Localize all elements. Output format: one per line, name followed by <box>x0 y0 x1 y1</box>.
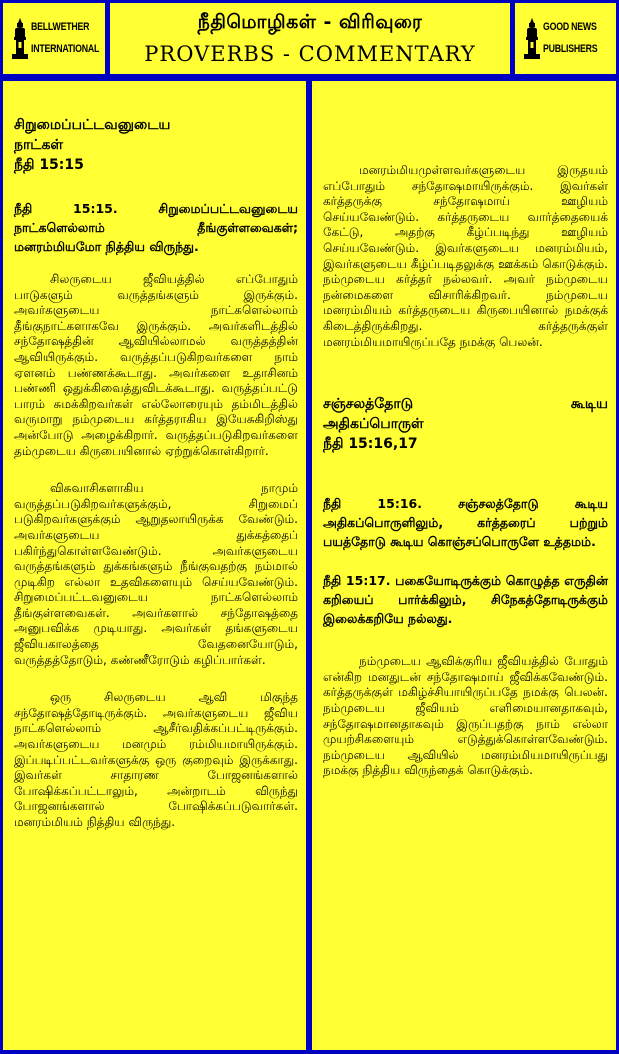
bell-tower-icon <box>9 17 31 61</box>
verse-text: நீதி 15:16. சஞ்சலத்தோடு கூடிய அதிகப்பொருளிலும், கர்த்தரைப் பற்றும் பயத்தோடு கூடிய கொஞ்சப்பொருளே உத்தமம். <box>323 496 608 550</box>
verse-text: நீதி 15:17. பகையோடிருக்கும் கொழுத்த எருதின் கறியைப் பார்க்கிலும், சிநேகத்தோடிருக்கும் இலைக்கறியே நல்லது. <box>323 573 608 627</box>
logo-right-line1: GOOD NEWS <box>543 21 597 33</box>
publisher-logo-right <box>515 3 616 74</box>
commentary-paragraph: சிலருடைய ஜீவியத்தில் எப்போதும் பாடுகளும் வருத்தங்களும் இருக்கும். அவர்களுடைய நாட்களெல்லாம் தீங்குநாட்களாகவே இருக்கும். அவர்களிடத்தில் சந்தோஷத்தின் ஆவியில்லாமல் வருத்தத்தின் ஆவியிருக்கும். வருத்தப்படுகிறவர்களை நாம் ஏளனம் பண்ணக்கூடாது. அவர்களை உதாசினம் பண்ணி ஒதுக்கிவைத்துவிடக்கூடாது. வருத்தப்பட்டு பாரம் சுமக்கிறவர்கள் எல்லோரையும் தம்மிடத்தில் வருமாறு நம்முடைய கர்த்தராகிய இயேசுகிறிஸ்து அன்போடு அழைக்கிறார். வருத்தப்படுகிறவர்களை தம்முடைய கிருபையினால் ஏற்றுக்கொள்கிறார். <box>14 272 298 458</box>
publisher-logo-left <box>3 3 105 74</box>
left-column <box>3 81 306 1050</box>
section-title-line2: நாட்கள் <box>14 137 64 153</box>
commentary-paragraph: விசுவாசிகளாகிய நாமும் வருத்தப்படுகிறவர்களுக்கும், சிறுமைப் படுகிறவர்களுக்கும் ஆறுதலாயிருக்க வேண்டும். அவர்களுடைய துக்கத்தைப் பகிர்ந்துகொள்ளவேண்டும். அவர்களுடைய வருத்தங்களும் துக்கங்களும் நீங்குவதற்கு நம்மால் முடிகிற எல்லா உதவிகளையும் செய்யவேண்டும். சிறுமைப்பட்டவனுடைய நாட்களெல்லாம் தீங்குள்ளவைகள். அவர்களால் சந்தோஷத்தை அனுபவிக்க முடியாது. அவர்கள் தங்களுடைய ஜீவியகாலத்தை வேதனையோடும், வருத்தத்தோடும், கண்ணீரோடும் கழிப்பார்கள். <box>14 481 298 667</box>
logo-left-line2: INTERNATIONAL <box>31 43 100 55</box>
section-title-line2: அதிகப்பொருள் <box>323 416 424 433</box>
verse-text: நீதி 15:15. சிறுமைப்பட்டவனுடைய நாட்களெல்லாம் தீங்குள்ளவைகள்; மனரம்மியமோ நித்திய விருந்து. <box>14 201 298 254</box>
right-column <box>312 81 616 1050</box>
title-box <box>110 3 510 74</box>
commentary-paragraph: நம்முடைய ஆவிக்குரிய ஜீவியத்தில் போதும் என்கிற மனதுடன் சந்தோஷமாய் ஜீவிக்கவேண்டும். கர்த்தருக்குள் மகிழ்ச்சியாயிருப்பதே நமக்கு பெலன். நம்முடைய ஜீவியம் எளிமையானதாகவும், சந்தோஷமானதாகவும் இருப்பதற்கு நாம் எல்லா முயற்சிகளையும் எடுத்துக்கொள்ளவேண்டும். நம்முடைய ஆவியில் மனரம்மியமாயிருப்பது நமக்கு நித்திய விருந்தைக் கொடுக்கும். <box>323 654 608 778</box>
logo-right-line2: PUBLISHERS <box>543 43 598 55</box>
header <box>0 0 619 77</box>
commentary-paragraph: மனரம்மியமுள்ளவர்களுடைய இருதயம் எப்போதும் சந்தோஷமாயிருக்கும். இவர்கள் கர்த்தருக்கு சந்தோஷமாய் ஊழியம் செய்யவேண்டும். கர்த்தருடைய வார்த்தையைக் கேட்டு, அதற்கு கீழ்ப்படிந்து ஊழியம் செய்யவேண்டும். இவர்களுடைய மனரம்மியம், இவர்களுடைய கீழ்ப்படிதலுக்கு ஊக்கம் கொடுக்கும். நம்முடைய கர்த்தர் நல்லவர். அவர் நம்முடைய நன்மைகளை விசாரிக்கிறவர். நம்முடைய மனரம்மியம் கர்த்தருடைய கிருபையினால் நமக்குக் கிடைத்திருக்கிறது. கர்த்தருக்குள் மனரம்மியமாயிருப்பதே நமக்கு பெலன். <box>323 163 608 349</box>
logo-left-line1: BELLWETHER <box>31 21 90 33</box>
section-reference: நீதி 15:15 <box>14 157 84 173</box>
section-title-line1: சிறுமைப்பட்டவனுடைய <box>14 117 171 133</box>
bell-tower-icon <box>521 17 543 61</box>
title-tamil: நீதிமொழிகள் - விரிவுரை <box>197 11 423 33</box>
section-reference: நீதி 15:16,17 <box>323 436 418 453</box>
title-english: PROVERBS - COMMENTARY <box>144 42 476 66</box>
commentary-paragraph: ஒரு சிலருடைய ஆவி மிகுந்த சந்தோஷத்தோடிருக்கும். அவர்களுடைய ஜீவிய நாட்களெல்லாம் ஆசீர்வதிக்கப்பட்டிருக்கும். அவர்களுடைய மனமும் ரம்மியமாயிருக்கும். இப்படிப்பட்டவர்களுக்கு ஒரு குறைவும் இருக்காது. இவர்கள் சாதாரண போஜனங்களால் போஷிக்கப்பட்டாலும், அன்றாடம் விருந்து போஜனங்களால் போஷிக்கப்படுவார்கள். மனரம்மியம் நித்திய விருந்து. <box>14 690 298 829</box>
section-title-line1: சஞ்சலத்தோடு கூடிய <box>323 396 608 413</box>
